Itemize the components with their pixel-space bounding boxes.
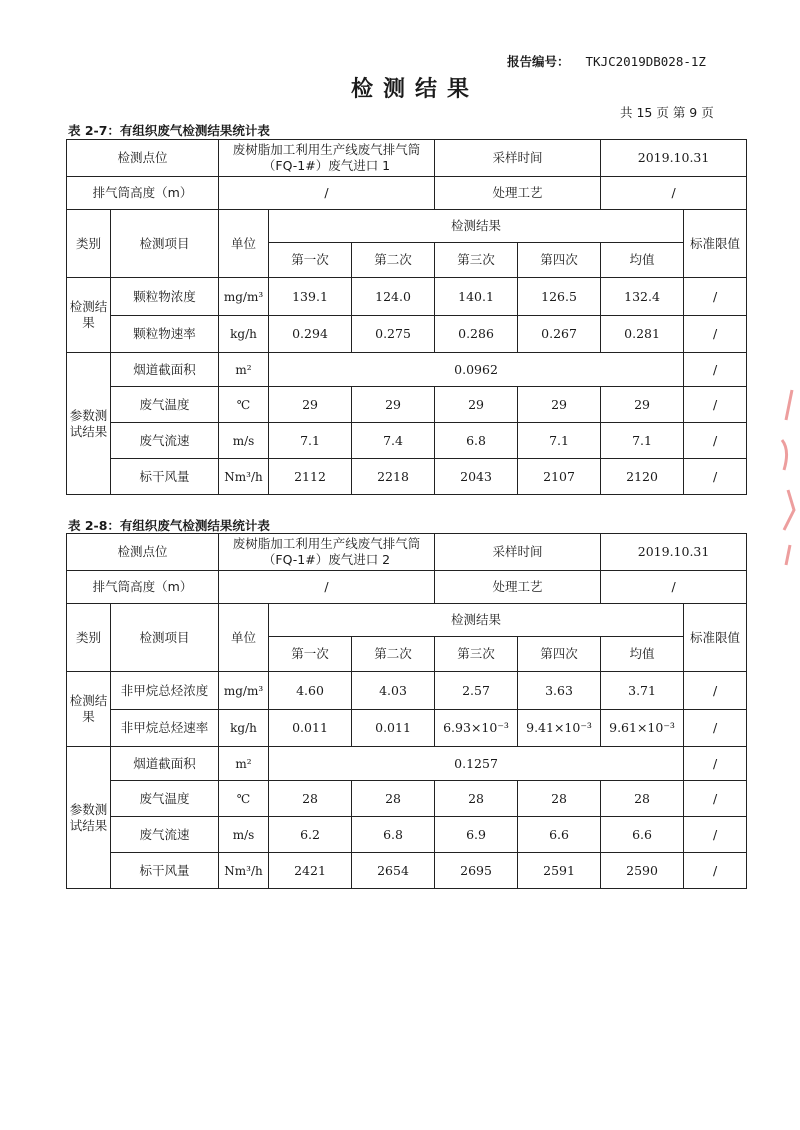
unit-cell: mg/m³	[219, 672, 269, 710]
table-caption: 表 2-8：有组织废气检测结果统计表	[68, 518, 270, 533]
time-label: 采样时间	[435, 140, 601, 177]
limit-cell: /	[684, 387, 747, 423]
header-run: 均值	[601, 243, 684, 278]
time-value: 2019.10.31	[601, 140, 747, 177]
value-cell: 2.57	[435, 672, 518, 710]
value-cell: 124.0	[352, 278, 435, 316]
table-row	[67, 710, 747, 747]
height-value: /	[219, 571, 435, 604]
value-cell: 6.6	[518, 817, 601, 853]
report-number	[507, 52, 706, 70]
table-row	[67, 853, 747, 889]
value-cell: 28	[601, 781, 684, 817]
limit-cell: /	[684, 853, 747, 889]
value-cell: 0.011	[352, 710, 435, 747]
value-cell: 0.286	[435, 316, 518, 353]
value-cell: 0.1257	[269, 747, 684, 781]
value-cell: 6.8	[352, 817, 435, 853]
header-category: 类别	[67, 604, 111, 672]
limit-cell: /	[684, 278, 747, 316]
value-cell: 9.61×10⁻³	[601, 710, 684, 747]
limit-cell: /	[684, 817, 747, 853]
value-cell: 126.5	[518, 278, 601, 316]
unit-cell: m/s	[219, 817, 269, 853]
height-label: 排气筒高度（m）	[67, 571, 219, 604]
value-cell: 0.011	[269, 710, 352, 747]
value-cell: 4.60	[269, 672, 352, 710]
unit-cell: m/s	[219, 423, 269, 459]
height-value: /	[219, 177, 435, 210]
process-value: /	[601, 177, 747, 210]
table-row	[67, 747, 747, 781]
process-label: 处理工艺	[435, 571, 601, 604]
value-cell: 29	[269, 387, 352, 423]
value-cell: 0.281	[601, 316, 684, 353]
value-cell: 7.1	[269, 423, 352, 459]
category-cell: 参数测试结果	[67, 353, 111, 495]
value-cell: 2218	[352, 459, 435, 495]
report-number-label: 报告编号：	[507, 54, 570, 69]
item-cell: 废气流速	[111, 423, 219, 459]
limit-cell: /	[684, 459, 747, 495]
header-run: 第三次	[435, 637, 518, 672]
header-item: 检测项目	[111, 604, 219, 672]
value-cell: 7.4	[352, 423, 435, 459]
report-number-value: TKJC2019DB028-1Z	[585, 54, 706, 69]
height-label: 排气筒高度（m）	[67, 177, 219, 210]
header-run: 第四次	[518, 243, 601, 278]
item-cell: 废气温度	[111, 387, 219, 423]
value-cell: 0.267	[518, 316, 601, 353]
process-value: /	[601, 571, 747, 604]
value-cell: 0.275	[352, 316, 435, 353]
unit-cell: kg/h	[219, 316, 269, 353]
category-cell: 参数测试结果	[67, 747, 111, 889]
value-cell: 29	[435, 387, 518, 423]
value-cell: 28	[518, 781, 601, 817]
header-run: 第一次	[269, 637, 352, 672]
value-cell: 9.41×10⁻³	[518, 710, 601, 747]
table-row	[67, 278, 747, 316]
table-row	[67, 177, 747, 210]
value-cell: 140.1	[435, 278, 518, 316]
header-results: 检测结果	[269, 210, 684, 243]
value-cell: 2654	[352, 853, 435, 889]
header-run: 第二次	[352, 243, 435, 278]
value-cell: 7.1	[518, 423, 601, 459]
unit-cell: ℃	[219, 387, 269, 423]
header-unit: 单位	[219, 604, 269, 672]
point-label: 检测点位	[67, 140, 219, 177]
value-cell: 6.6	[601, 817, 684, 853]
header-results: 检测结果	[269, 604, 684, 637]
header-limit: 标准限值	[684, 604, 747, 672]
unit-cell: mg/m³	[219, 278, 269, 316]
limit-cell: /	[684, 423, 747, 459]
point-label: 检测点位	[67, 534, 219, 571]
value-cell: 6.2	[269, 817, 352, 853]
value-cell: 2421	[269, 853, 352, 889]
value-cell: 3.71	[601, 672, 684, 710]
header-item: 检测项目	[111, 210, 219, 278]
limit-cell: /	[684, 710, 747, 747]
value-cell: 0.0962	[269, 353, 684, 387]
item-cell: 颗粒物速率	[111, 316, 219, 353]
table-row	[67, 140, 747, 177]
unit-cell: ℃	[219, 781, 269, 817]
value-cell: 7.1	[601, 423, 684, 459]
header-run: 第二次	[352, 637, 435, 672]
table-row	[67, 534, 747, 571]
value-cell: 28	[435, 781, 518, 817]
page-title: 检测结果	[350, 77, 479, 102]
value-cell: 6.8	[435, 423, 518, 459]
process-label: 处理工艺	[435, 177, 601, 210]
header-run: 第三次	[435, 243, 518, 278]
item-cell: 非甲烷总烃速率	[111, 710, 219, 747]
unit-cell: m²	[219, 747, 269, 781]
item-cell: 废气流速	[111, 817, 219, 853]
header-row	[67, 604, 747, 637]
value-cell: 29	[352, 387, 435, 423]
table-row	[67, 316, 747, 353]
value-cell: 29	[518, 387, 601, 423]
item-cell: 废气温度	[111, 781, 219, 817]
table-row	[67, 571, 747, 604]
results-table	[66, 139, 747, 495]
table-caption: 表 2-7：有组织废气检测结果统计表	[68, 123, 270, 138]
item-cell: 标干风量	[111, 459, 219, 495]
value-cell: 0.294	[269, 316, 352, 353]
item-cell: 烟道截面积	[111, 747, 219, 781]
value-cell: 2043	[435, 459, 518, 495]
header-limit: 标准限值	[684, 210, 747, 278]
table-row	[67, 817, 747, 853]
results-table	[66, 533, 747, 889]
value-cell: 3.63	[518, 672, 601, 710]
point-value: 废树脂加工利用生产线废气排气筒（FQ-1#）废气进口 2	[219, 534, 435, 571]
header-run: 第一次	[269, 243, 352, 278]
point-value: 废树脂加工利用生产线废气排气筒（FQ-1#）废气进口 1	[219, 140, 435, 177]
category-cell: 检测结果	[67, 278, 111, 353]
page-info: 共 15 页 第 9 页	[620, 105, 714, 120]
header-row	[67, 210, 747, 243]
header-category: 类别	[67, 210, 111, 278]
value-cell: 2591	[518, 853, 601, 889]
unit-cell: Nm³/h	[219, 853, 269, 889]
item-cell: 烟道截面积	[111, 353, 219, 387]
value-cell: 2107	[518, 459, 601, 495]
unit-cell: Nm³/h	[219, 459, 269, 495]
value-cell: 29	[601, 387, 684, 423]
time-value: 2019.10.31	[601, 534, 747, 571]
header-run: 第四次	[518, 637, 601, 672]
unit-cell: m²	[219, 353, 269, 387]
limit-cell: /	[684, 353, 747, 387]
table-row	[67, 387, 747, 423]
limit-cell: /	[684, 781, 747, 817]
unit-cell: kg/h	[219, 710, 269, 747]
value-cell: 28	[352, 781, 435, 817]
value-cell: 2695	[435, 853, 518, 889]
item-cell: 非甲烷总烃浓度	[111, 672, 219, 710]
limit-cell: /	[684, 747, 747, 781]
value-cell: 132.4	[601, 278, 684, 316]
item-cell: 标干风量	[111, 853, 219, 889]
value-cell: 4.03	[352, 672, 435, 710]
table-row	[67, 781, 747, 817]
table-row	[67, 423, 747, 459]
value-cell: 2112	[269, 459, 352, 495]
item-cell: 颗粒物浓度	[111, 278, 219, 316]
time-label: 采样时间	[435, 534, 601, 571]
value-cell: 2120	[601, 459, 684, 495]
value-cell: 28	[269, 781, 352, 817]
limit-cell: /	[684, 316, 747, 353]
value-cell: 6.9	[435, 817, 518, 853]
table-row	[67, 459, 747, 495]
value-cell: 6.93×10⁻³	[435, 710, 518, 747]
table-row	[67, 672, 747, 710]
value-cell: 2590	[601, 853, 684, 889]
value-cell: 139.1	[269, 278, 352, 316]
header-unit: 单位	[219, 210, 269, 278]
category-cell: 检测结果	[67, 672, 111, 747]
header-run: 均值	[601, 637, 684, 672]
table-row	[67, 353, 747, 387]
limit-cell: /	[684, 672, 747, 710]
red-seal-stamp-fragment	[772, 380, 800, 570]
